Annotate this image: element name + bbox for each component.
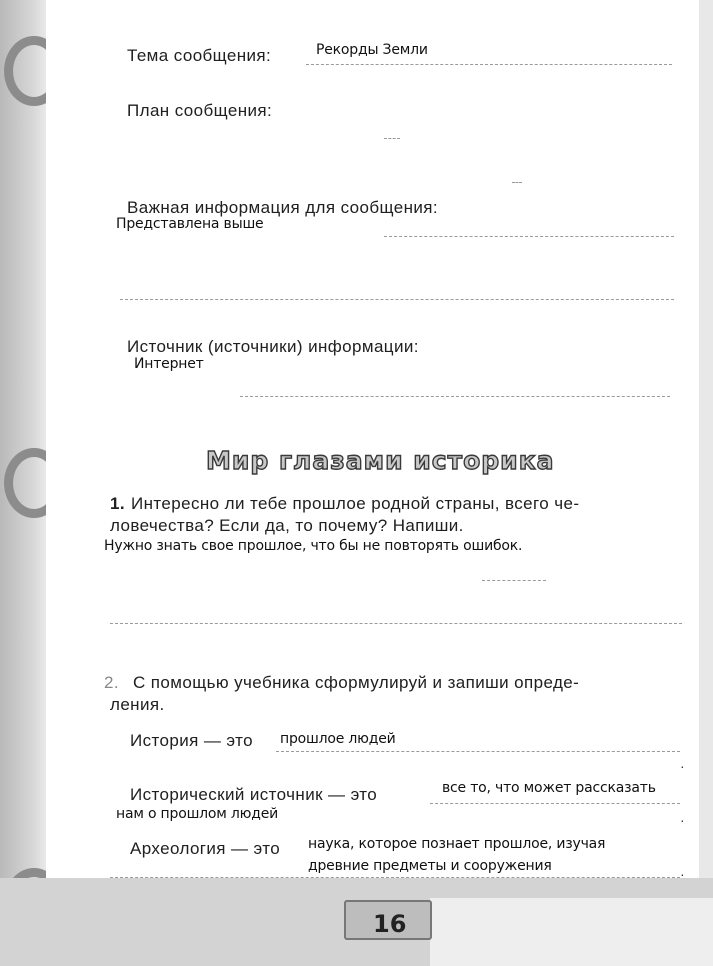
important-info-label: Важная информация для сообщения:	[127, 198, 438, 217]
line-end-dot: ·	[680, 812, 685, 828]
line-end-dot: ·	[680, 758, 685, 774]
task-1-question-line-2: ловечества? Если да, то почему? Напиши.	[110, 516, 464, 535]
answer-line	[384, 138, 400, 139]
task-1-answer: Нужно знать свое прошлое, что бы не повторять ошибок.	[104, 538, 523, 554]
topic-answer: Рекорды Земли	[316, 42, 428, 58]
right-margin	[699, 0, 713, 966]
task-2-question-line-2: ления.	[110, 695, 165, 714]
task-2-question-line-1: С помощью учебника сформулируй и запиши опреде-	[133, 673, 580, 692]
answer-line	[110, 623, 682, 624]
answer-line	[384, 236, 674, 237]
archaeology-answer-line-1: наука, которое познает прошлое, изучая	[308, 836, 606, 852]
historical-source-answer-line-2: нам о прошлом людей	[116, 806, 279, 822]
line-end-dot: ·	[680, 866, 685, 882]
historical-source-answer-line-1: все то, что может рассказать	[442, 780, 656, 796]
section-title: Мир глазами историка	[206, 446, 555, 475]
answer-line	[240, 396, 670, 397]
history-definition-answer: прошлое людей	[280, 731, 396, 747]
plan-label: План сообщения:	[127, 101, 273, 120]
answer-line	[482, 580, 546, 581]
answer-line	[276, 751, 680, 752]
page-number: 16	[373, 910, 407, 938]
answer-line	[512, 182, 522, 183]
task-1-question-line-1: Интересно ли тебе прошлое родной страны, всего че-	[131, 494, 580, 513]
sources-answer: Интернет	[134, 356, 204, 372]
important-info-answer: Представлена выше	[116, 216, 264, 232]
task-1-number: 1.	[110, 494, 125, 513]
task-2-number: 2.	[104, 673, 119, 692]
archaeology-definition-label: Археология — это	[130, 839, 281, 858]
sources-label: Источник (источники) информации:	[127, 337, 419, 356]
answer-line	[430, 803, 680, 804]
history-definition-label: История — это	[130, 731, 253, 750]
historical-source-label: Исторический источник — это	[130, 785, 378, 804]
answer-line	[110, 877, 680, 878]
answer-line	[306, 64, 672, 65]
archaeology-answer-line-2: древние предметы и сооружения	[308, 858, 552, 874]
answer-line	[120, 299, 674, 300]
topic-label: Тема сообщения:	[127, 46, 272, 65]
